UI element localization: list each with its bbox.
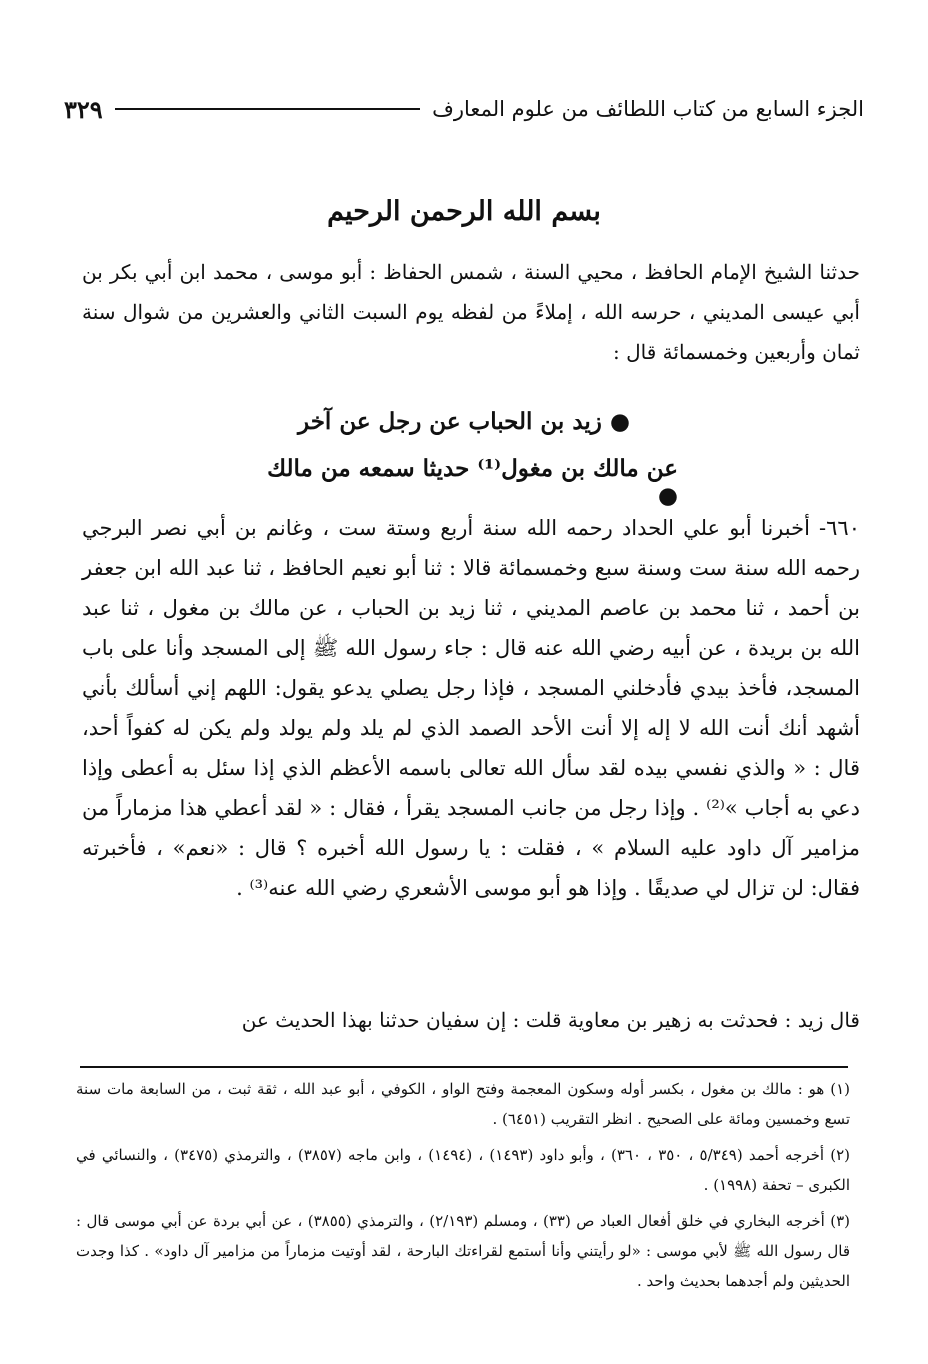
header-rule: [115, 108, 420, 110]
intro-paragraph: حدثنا الشيخ الإمام الحافظ ، محيي السنة ، شمس الحفاظ : أبو موسى ، محمد ابن أبي بكر بن أبي عيسى المديني ، حرسه الله ، إملاءً من لفظه يوم السبت الثاني والعشرين من شوال سنة ثمان وأربعين وخمسمائة قال :: [82, 260, 860, 364]
hadith-660: ٦٦٠- أخبرنا أبو علي الحداد رحمه الله سنة أربع وستة ست ، وغانم بن أبي نصر البرجي رحمه الله سنة ست وسنة سبع وخمسمائة قالا : ثنا أبو نعيم الحافظ ، ثنا عبد الله ابن جعفر بن أحمد ، ثنا محمد بن عاصم المديني ، ثنا زيد بن الحباب ، عن مالك بن مغول ، ثنا عبد الله بن بريدة ، عن أبيه رضي الله عنه قال : جاء رسول الله ﷺ إلى المسجد وأنا على باب المسجد، فأخذ بيدي فأدخلني المسجد ، فإذا رجل يصلي يدعو يقول: اللهم إني أسألك بأني أشهد أنك أنت الله لا إله إلا أنت الأحد الصمد الذي لم يلد ولم يولد ولم يكن له كفواً أحد، قال : « والذي نفسي بيده لقد سأل الله تعالى باسمه الأعظم الذي إذا سئل به أعطى وإذا دعي به أجاب »⁽²⁾ . وإذا رجل من جانب المسجد يقرأ ، فقال : « لقد أعطي هذا مزماراً من مزامير آل داود عليه السلام » ، فقلت : يا رسول الله أخبره ؟ قال : «نعم» ، فأخبرته فقال: لن تزال لي صديقًا . وإذا هو أبو موسى الأشعري رضي الله عنه⁽³⁾ .: [82, 516, 861, 900]
section-heading-line1: ● زيد بن الحباب عن رجل عن آخر: [298, 408, 630, 435]
running-header: [64, 92, 864, 126]
footnotes: [76, 1074, 850, 1302]
footnote-1: (١) هو : مالك بن مغول ، بكسر أوله وسكون المعجمة وفتح الواو ، الكوفي ، أبو عبد الله ، ثقة ثبت ، من السابعة مات سنة تسع وخمسين ومائة على الصحيح . انظر التقريب (٦٤٥١) .: [76, 1080, 850, 1128]
page-number: ٣٢٩: [64, 94, 103, 124]
zayd-paragraph: قال زيد : فحدثت به زهير بن معاوية قلت : إن سفيان حدثنا بهذا الحديث عن: [241, 1008, 860, 1032]
running-title: الجزء السابع من كتاب اللطائف من علوم المعارف: [432, 97, 864, 121]
basmala: بسم الله الرحمن الرحيم: [327, 196, 601, 227]
section-heading-line2: عن مالك بن مغول⁽¹⁾ حديثا سمعه من مالك ●: [267, 455, 678, 509]
footnote-3: (٣) أخرجه البخاري في خلق أفعال العباد ص (٣٣) ، ومسلم (٢/١٩٣) ، والترمذي (٣٨٥٥) ، عن أبي بردة عن أبي موسى قال : قال رسول الله ﷺ لأبي موسى : «لو رأيتني وأنا أستمع لقراءتك البارحة ، لقد أوتيت مزماراً من مزامير آل داود» . كذا وجدت الحديثين ولم أجدهما بحديث واحد .: [76, 1212, 850, 1290]
footnote-rule: [80, 1066, 848, 1068]
footnote-2: (٢) أخرجه أحمد (٥/٣٤٩ ، ٣٥٠ ، ٣٦٠) ، وأبو داود (١٤٩٣) ، (١٤٩٤) ، وابن ماجه (٣٨٥٧) ، والترمذي (٣٤٧٥) ، والنسائي في الكبرى – تحفة (١٩٩٨) .: [76, 1146, 850, 1194]
